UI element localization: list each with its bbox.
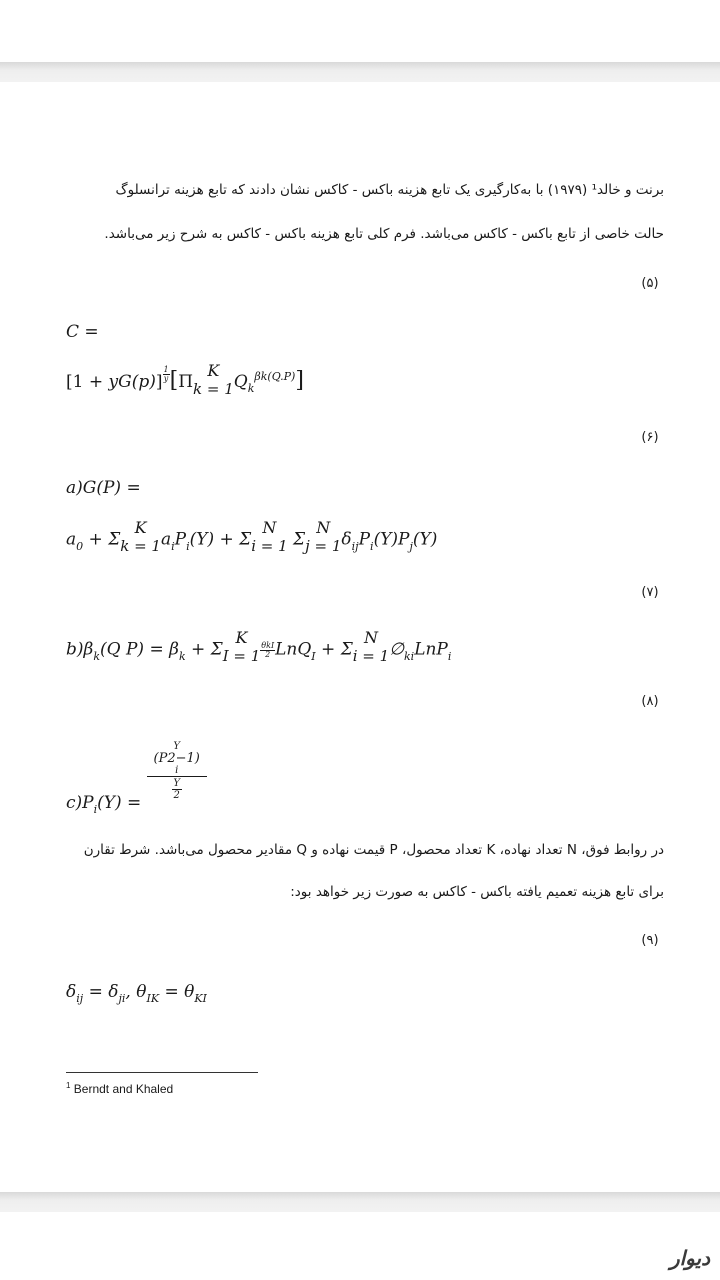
eq8-lhs-sub: i [93, 803, 98, 816]
eq6-term2c: (Y)P [373, 529, 410, 550]
eq9-b: = δ [83, 982, 119, 1002]
eq7-term3: LnP [414, 639, 448, 660]
eq7-frac-den: 2 [265, 649, 271, 659]
eq6-lower2: i = 1 [251, 537, 288, 555]
page-separator-top [0, 62, 720, 82]
eq8-num-mid: (P2−1) [153, 751, 200, 766]
eq6-sum3: Σ [287, 529, 306, 550]
paragraph-1-line-1: برنت و خالد¹ (۱۹۷۹) با به‌کارگیری یک تابع هزینه باکس - کاکس نشان دادند که تابع هزینه ترانسلوگ [115, 182, 664, 198]
eq6-term1: a [160, 529, 172, 550]
eq7-term2: ∅ [389, 639, 404, 660]
eq7-limits-2 [352, 628, 390, 665]
paragraph-1-line-2: حالت خاصی از تابع باکس - کاکس می‌باشد. فرم کلی تابع هزینه باکس - کاکس به شرح زیر می‌باشد. [104, 226, 664, 242]
footnote-mark: 1 [66, 1081, 71, 1090]
watermark-logo: دیوار [669, 1246, 710, 1270]
eq6-term2: δ [341, 529, 352, 550]
eq6-term1-sub: i [171, 539, 175, 553]
eq7-term3-sub: i [447, 649, 452, 663]
eq6-term2c-sub: j [409, 539, 413, 553]
footnote [66, 1081, 173, 1096]
eq7-frac-num: θkI [261, 640, 275, 650]
eq6-upper2: N [262, 518, 277, 537]
eq5-paren: (p) [131, 372, 156, 392]
eq7-lhs2: (Q P) = β [100, 639, 179, 660]
eq7-sum2: + Σ [315, 639, 353, 660]
eq6-a0-sub: 0 [76, 539, 84, 553]
eq6-term1c: (Y) + Σ [189, 529, 252, 550]
eq9-b-sub: ji [118, 992, 126, 1005]
equation-number-8: (۸) [641, 694, 659, 709]
equation-7 [66, 628, 452, 665]
eq6-term2-sub: ij [351, 539, 359, 553]
eq6-term2b: P [358, 529, 371, 550]
equation-number-7: (۷) [641, 585, 659, 600]
eq5-bracket-close: ] [155, 372, 163, 392]
eq5-bracket-big-open: [ [169, 368, 179, 393]
equation-number-9: (۹) [641, 933, 659, 948]
bottom-margin [0, 1212, 720, 1280]
eq7-sum1: + Σ [185, 639, 223, 660]
eq9-a: δ [66, 982, 77, 1002]
eq5-Q: Q [233, 372, 248, 392]
eq8-fraction [147, 742, 207, 801]
eq6-limits-3 [305, 518, 342, 555]
eq8-num-top: Y [173, 741, 180, 752]
eq5-exponent [163, 366, 170, 383]
eq9-c-sub: IK [146, 992, 160, 1005]
eq9-d-sub: KI [194, 992, 207, 1005]
eq6-upper1: K [134, 518, 147, 537]
eq6-term1b: P [174, 529, 187, 550]
eq5-upper: K [207, 360, 220, 380]
page-separator-bottom [0, 1192, 720, 1212]
eq5-lower: k = 1 [193, 379, 234, 398]
eq5-Q-exp: βk(Q.P) [254, 370, 296, 383]
eq6-lower3: j = 1 [305, 537, 342, 555]
eq8-lhs: c)P [66, 793, 94, 813]
eq6-limits-2 [251, 518, 288, 555]
top-margin [0, 0, 720, 62]
equation-9 [66, 982, 207, 1005]
eq6-sum1: + Σ [83, 529, 121, 550]
eq5-G: G [118, 372, 132, 392]
eq6-upper3: N [316, 518, 331, 537]
eq7-limits-1 [222, 628, 261, 665]
eq6-term2d: (Y) [412, 529, 438, 550]
eq9-d: = θ [159, 982, 195, 1002]
eq7-lower2: i = 1 [352, 647, 390, 665]
eq8-den-bot: 2 [173, 790, 180, 801]
eq8-lhs2: (Y) = [97, 793, 142, 813]
eq7-upper2: N [363, 628, 378, 647]
eq9-a-sub: ij [76, 992, 84, 1005]
equation-6 [66, 518, 438, 555]
eq5-bracket-big-close: ] [295, 368, 304, 393]
eq7-lhs-sub: k [93, 649, 101, 663]
paragraph-2-line-1: در روابط فوق، N تعداد نهاده، K تعداد محصول، P قیمت نهاده و Q مقادیر محصول می‌باشد. شرط تقارن [83, 842, 664, 858]
eq8-den-top: Y [173, 778, 180, 789]
footnote-rule [66, 1072, 258, 1073]
eq5-exp-den: y [163, 374, 169, 383]
eq7-lhs: b)β [66, 639, 94, 660]
equation-8 [66, 741, 207, 816]
eq5-lhs: C = [66, 322, 99, 342]
eq6-limits-1 [120, 518, 161, 555]
eq9-c: , θ [125, 982, 147, 1002]
eq5-product: Π [178, 372, 194, 392]
eq7-lhs2-sub: k [178, 649, 186, 663]
eq6-lower1: k = 1 [120, 537, 161, 555]
eq7-fraction [260, 642, 275, 659]
footnote-text: Berndt and Khaled [70, 1082, 174, 1096]
eq5-Q-sub: k [247, 382, 255, 395]
eq7-term1-sub: I [311, 649, 316, 663]
eq6-term2b-sub: i [370, 539, 374, 553]
eq5-y: y [108, 372, 119, 392]
eq5-exp-num: 1 [163, 365, 169, 374]
eq7-term1: LnQ [275, 639, 312, 660]
eq5-limits [193, 360, 234, 398]
eq7-lower1: I = 1 [222, 647, 261, 665]
eq8-fraction-bar [147, 776, 207, 777]
eq6-a0: a [66, 529, 77, 550]
eq6-term1b-sub: i [186, 539, 190, 553]
eq5-bracket-open: [1 + [66, 372, 109, 392]
eq8-num-i: i [175, 765, 179, 776]
eq6-lhs: a)G(P) = [66, 478, 141, 498]
equation-5 [66, 360, 304, 398]
eq7-term2-sub: ki [404, 649, 415, 663]
equation-number-5: (۵) [641, 276, 659, 291]
paragraph-2-line-2: برای تابع هزینه تعمیم یافته باکس - کاکس به صورت زیر خواهد بود: [290, 884, 664, 900]
eq7-upper1: K [235, 628, 248, 647]
equation-number-6: (۶) [641, 430, 659, 445]
